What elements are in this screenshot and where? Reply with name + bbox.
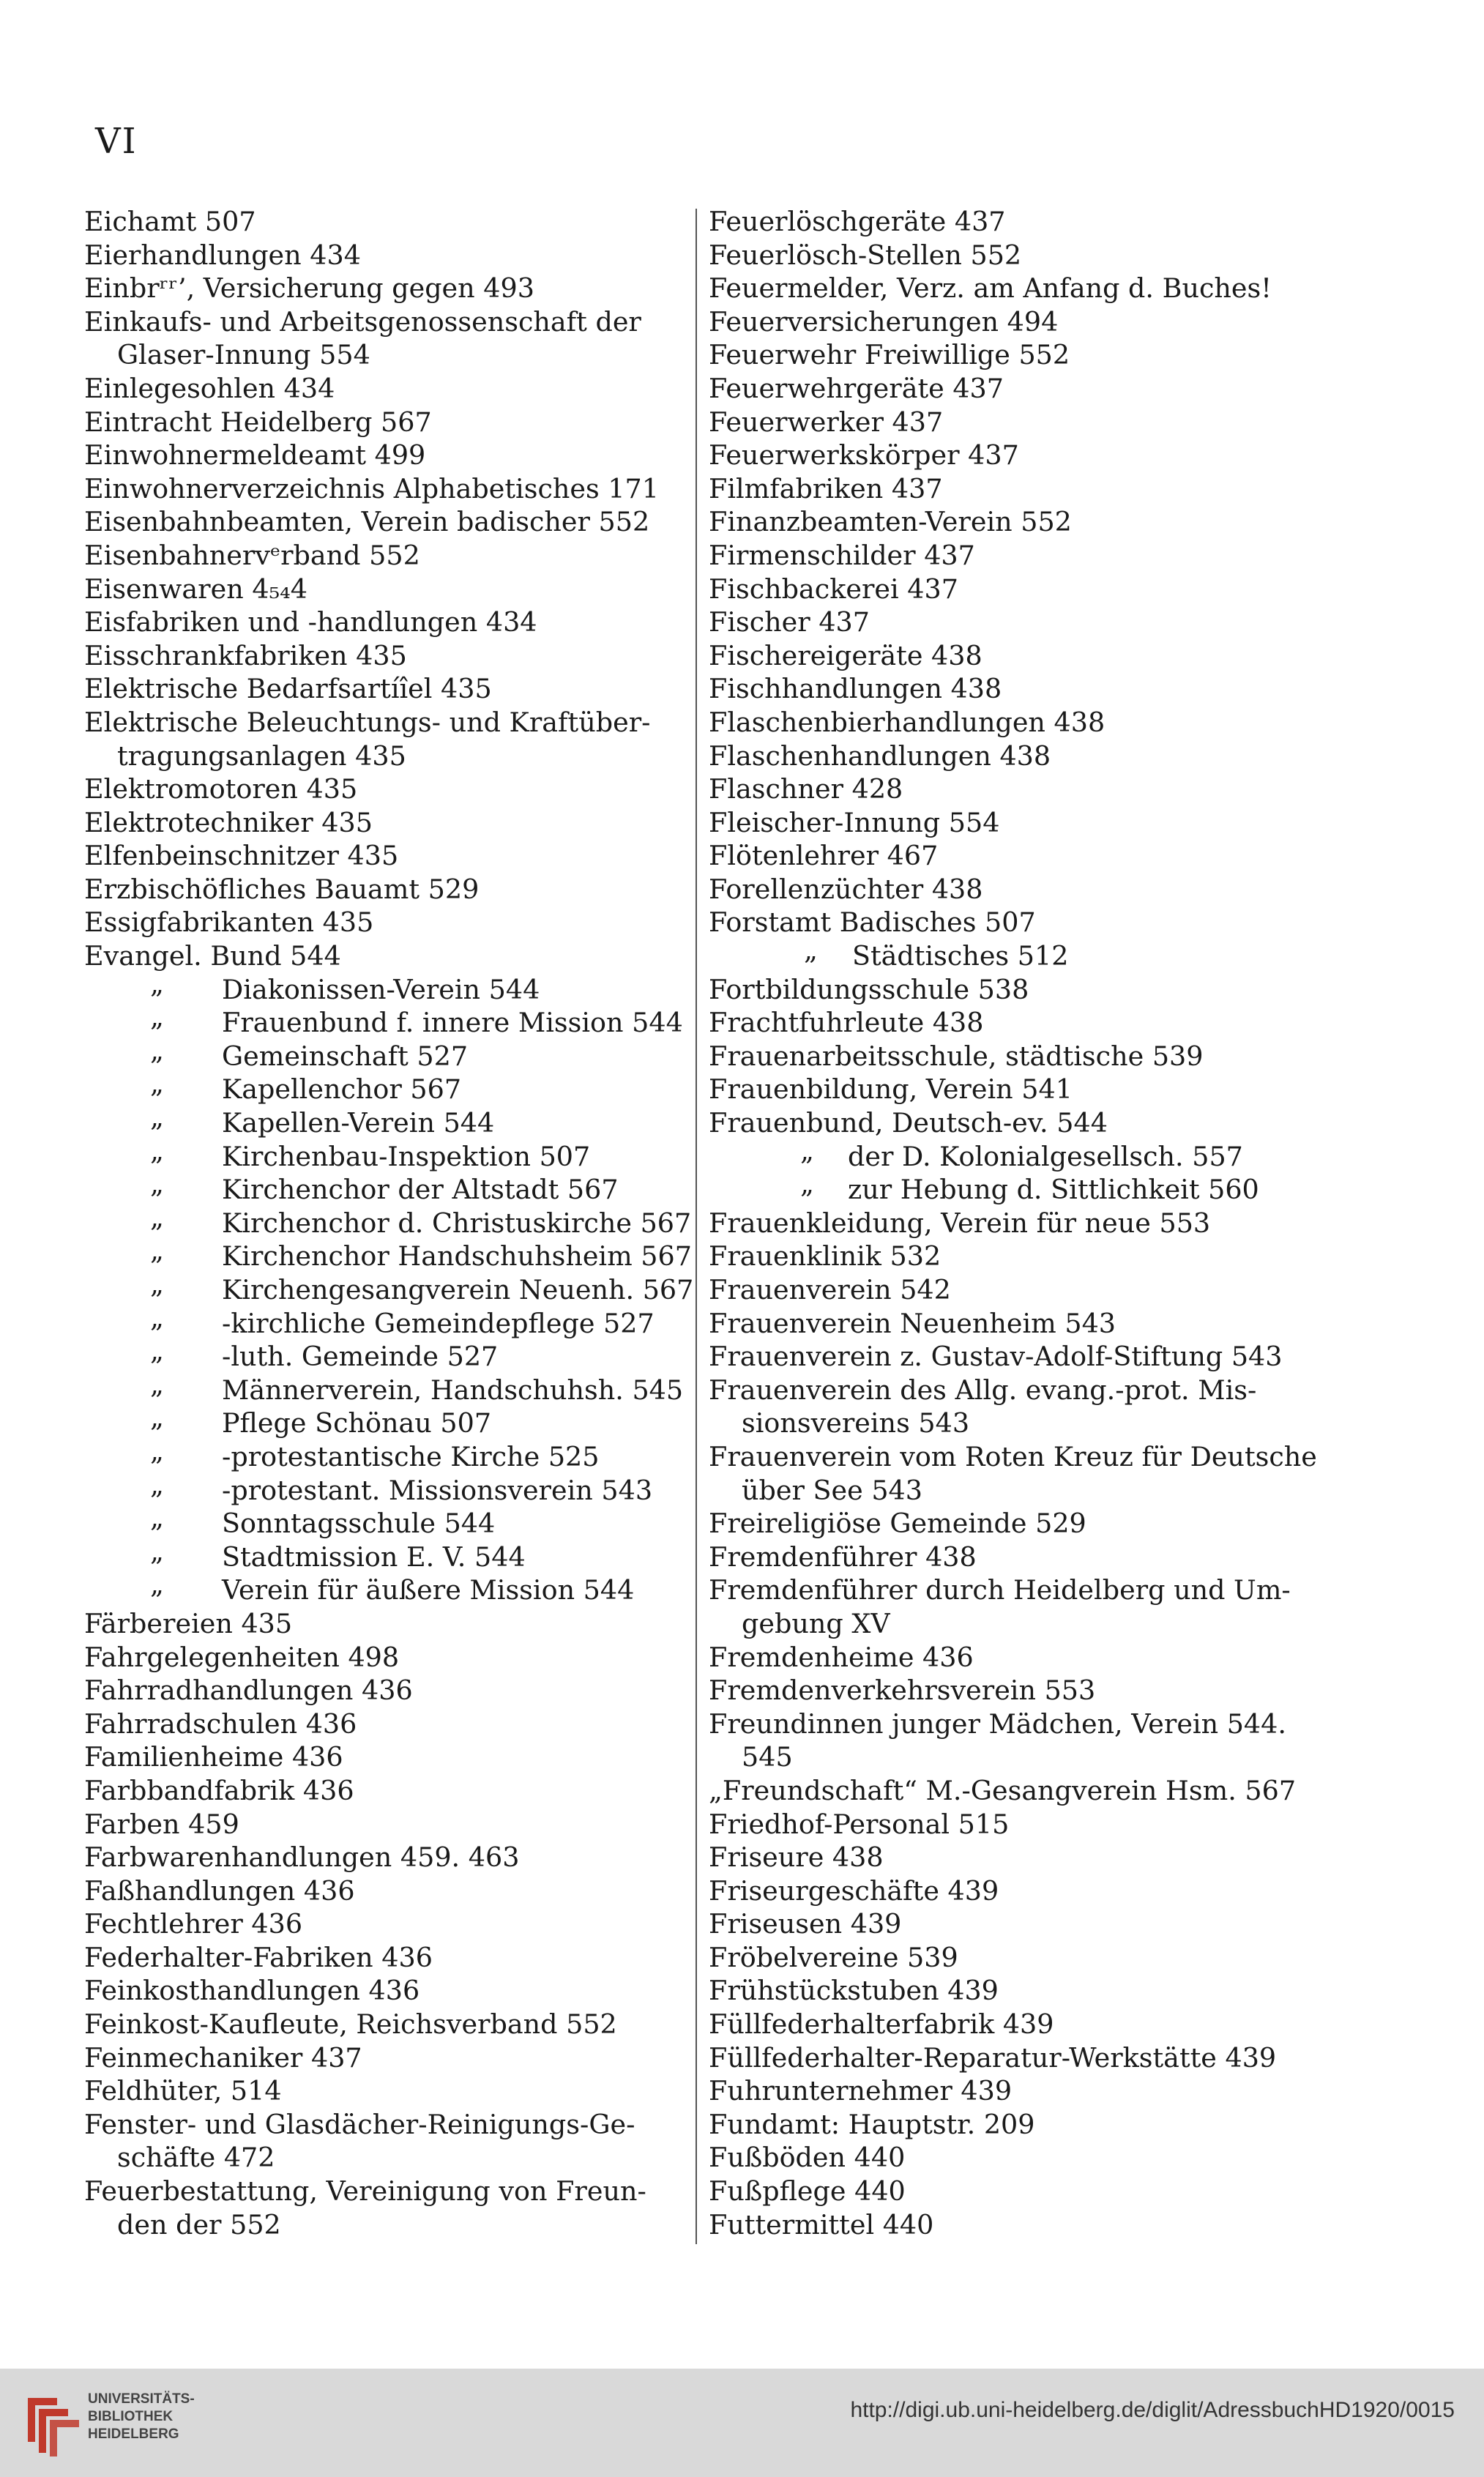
index-entry-text: Fuhrunternehmer 439 (709, 2075, 1013, 2107)
index-entry-text: Freundinnen junger Mädchen, Verein 544. (709, 1707, 1286, 1740)
index-entry (84, 706, 692, 740)
index-entry-text: Fischer 437 (709, 606, 870, 638)
index-entry-text: Fundamt: Hauptstr. 209 (709, 2108, 1035, 2140)
index-entry (709, 1941, 1316, 1975)
index-entry-text: Feuerversicherungen 494 (709, 305, 1059, 338)
index-entry (84, 1808, 692, 1841)
index-entry-text: Frauenbund f. innere Mission 544 (222, 1007, 683, 1039)
index-entry (709, 272, 1316, 305)
index-entry (709, 1173, 1316, 1207)
index-entry (709, 1507, 1316, 1541)
index-entry-text: Eisenbahnervᵉrband 552 (84, 539, 420, 571)
index-entry (709, 338, 1316, 372)
index-entry (709, 1607, 1316, 1641)
index-entry (709, 472, 1316, 506)
index-entry-text: Einwohnerverzeichnis Alphabetisches 171 (84, 472, 659, 504)
index-entry (709, 772, 1316, 806)
index-entry-text: Einwohnermeldeamt 499 (84, 439, 426, 472)
index-entry-text: Friseusen 439 (709, 1908, 902, 1940)
index-entry-text: Elektromotoren 435 (84, 773, 358, 805)
index-entry (84, 1573, 692, 1607)
index-entry (709, 1307, 1316, 1341)
index-entry-text: tragungsanlagen 435 (117, 740, 406, 772)
index-entry (84, 439, 692, 472)
index-entry-text: der D. Kolonialgesellsch. 557 (848, 1140, 1243, 1172)
index-entry (84, 1407, 692, 1440)
index-entry-text: Feuerwehrgeräte 437 (709, 372, 1004, 404)
index-entry-text: Städtisches 512 (852, 940, 1069, 972)
index-entry (709, 1006, 1316, 1040)
index-entry (84, 1541, 692, 1574)
index-entry (709, 205, 1316, 239)
index-entry (84, 772, 692, 806)
index-entry (84, 505, 692, 539)
index-entry-text: -luth. Gemeinde 527 (222, 1341, 499, 1373)
index-entry-text: Färbereien 435 (84, 1607, 293, 1639)
index-entry (709, 1874, 1316, 1908)
index-entry (84, 338, 692, 372)
index-entry (84, 1507, 692, 1541)
index-entry (709, 1740, 1316, 1774)
index-entry-text: Pflege Schönau 507 (222, 1407, 492, 1439)
index-entry-text: Elektrische Beleuchtungs- und Kraftüber- (84, 706, 651, 738)
index-entry (709, 1573, 1316, 1607)
index-entry (709, 973, 1316, 1007)
index-entry (84, 2041, 692, 2075)
index-entry-text: Frauenverein z. Gustav-Adolf-Stiftung 543 (709, 1341, 1283, 1373)
index-entry-text: Freireligiöse Gemeinde 529 (709, 1508, 1086, 1540)
index-entry (84, 1707, 692, 1741)
index-entry-text: Finanzbeamten-Verein 552 (709, 506, 1072, 538)
index-entry (709, 1374, 1316, 1407)
index-entry (709, 1073, 1316, 1106)
index-entry-text: Frauenverein des Allg. evang.-prot. Mis- (709, 1374, 1257, 1406)
index-entry (709, 2041, 1316, 2075)
index-entry (84, 539, 692, 573)
index-entry (84, 305, 692, 339)
index-entry-text: Männerverein, Handschuhsh. 545 (222, 1374, 684, 1406)
index-entry-text: Kapellenchor 567 (222, 1073, 462, 1106)
index-entry (84, 1774, 692, 1808)
column-divider (696, 209, 697, 2244)
index-entry-text: -protestant. Missionsverein 543 (222, 1474, 653, 1506)
index-entry (84, 1340, 692, 1374)
index-entry-text: Fahrgelegenheiten 498 (84, 1641, 400, 1673)
index-entry-text: Fremdenheime 436 (709, 1641, 974, 1673)
index-entry-text: Evangel. Bund 544 (84, 940, 341, 972)
index-entry (709, 873, 1316, 906)
index-entry (84, 2108, 692, 2142)
index-entry (709, 406, 1316, 439)
index-entry (84, 839, 692, 873)
index-entry-text: Füllfederhalterfabrik 439 (709, 2008, 1054, 2041)
index-entry-text: Friseurgeschäfte 439 (709, 1874, 999, 1907)
index-entry (709, 1808, 1316, 1841)
index-entry (84, 1607, 692, 1641)
index-entry (84, 1040, 692, 1073)
index-entry (84, 272, 692, 305)
index-entry-text: Verein für äußere Mission 544 (222, 1574, 635, 1606)
index-entry (84, 1674, 692, 1707)
index-entry (84, 1240, 692, 1273)
index-entry (84, 1207, 692, 1240)
index-entry-text: Einkaufs- und Arbeitsgenossenschaft der (84, 305, 641, 338)
index-entry-text: Feinkost-Kaufleute, Reichsverband 552 (84, 2008, 617, 2041)
index-entry-text: Eisschrankfabriken 435 (84, 639, 407, 671)
index-entry-text: Fechtlehrer 436 (84, 1908, 303, 1940)
index-entry (84, 472, 692, 506)
index-entry (84, 1874, 692, 1908)
index-entry-text: Feuermelder, Verz. am Anfang d. Buches! (709, 272, 1272, 305)
index-entry-text: 545 (742, 1741, 793, 1773)
index-entry (709, 906, 1316, 939)
index-entry-text: Essigfabrikanten 435 (84, 906, 374, 939)
index-entry-text: Frauenkleidung, Verein für neue 553 (709, 1207, 1211, 1239)
index-entry (84, 639, 692, 673)
index-entry (84, 873, 692, 906)
index-entry (709, 1407, 1316, 1440)
index-entry-text: Elfenbeinschnitzer 435 (84, 840, 399, 872)
index-entry-text: Diakonissen-Verein 544 (222, 973, 540, 1005)
index-entry (709, 1674, 1316, 1707)
index-entry-text: Frauenarbeitsschule, städtische 539 (709, 1040, 1204, 1072)
index-entry-text: Fröbelvereine 539 (709, 1941, 958, 1973)
index-entry-text: Feuerbestattung, Vereinigung von Freun- (84, 2175, 646, 2208)
index-entry (84, 1907, 692, 1941)
index-entry-text: über See 543 (742, 1474, 922, 1506)
index-entry-text: Frauenverein Neuenheim 543 (709, 1307, 1116, 1339)
index-entry-text: Glaser-Innung 554 (117, 339, 370, 371)
library-line-1: UNIVERSITÄTS- (88, 2391, 195, 2407)
index-entry (709, 672, 1316, 706)
index-entry-text: Fremdenverkehrsverein 553 (709, 1675, 1096, 1707)
index-entry (84, 1307, 692, 1341)
library-name (88, 2391, 195, 2443)
index-entry-text: Einlegesohlen 434 (84, 372, 335, 404)
index-entry-text: Eierhandlungen 434 (84, 239, 361, 271)
index-entry-text: Elektrische Bedarfsartíîel 435 (84, 673, 492, 705)
index-entry-text: Fußböden 440 (709, 2142, 906, 2174)
index-entry-text: Flaschenbierhandlungen 438 (709, 706, 1105, 738)
index-entry-text: den der 552 (117, 2208, 281, 2241)
index-entry-text: Fortbildungsschule 538 (709, 973, 1029, 1005)
library-logo-icon (13, 2383, 94, 2464)
index-entry (84, 1841, 692, 1874)
index-entry-text: -protestantische Kirche 525 (222, 1440, 600, 1472)
right-column (709, 205, 1316, 2241)
index-entry-text: Futtermittel 440 (709, 2208, 934, 2241)
index-entry-text: Firmenschilder 437 (709, 539, 975, 571)
index-entry-text: Feuerlösch-Stellen 552 (709, 239, 1022, 271)
index-entry (709, 372, 1316, 406)
index-entry (84, 672, 692, 706)
index-entry (84, 372, 692, 406)
index-entry-text: Kirchenchor der Altstadt 567 (222, 1174, 619, 1206)
index-entry-text: Stadtmission E. V. 544 (222, 1541, 526, 1573)
index-entry (709, 1340, 1316, 1374)
index-entry-text: Eisenbahnbeamten, Verein badischer 552 (84, 506, 650, 538)
index-entry (84, 606, 692, 639)
index-entry (84, 806, 692, 840)
index-entry (709, 1040, 1316, 1073)
index-entry (84, 205, 692, 239)
index-entry (709, 1440, 1316, 1474)
index-entry (84, 1106, 692, 1140)
index-entry (709, 2108, 1316, 2142)
left-column (84, 205, 692, 2241)
index-entry-text: gebung XV (742, 1607, 890, 1639)
index-entry-text: Einbrʳʳ’, Versicherung gegen 493 (84, 272, 534, 305)
index-entry (709, 1907, 1316, 1941)
index-entry (84, 1273, 692, 1307)
index-entry-text: Frachtfuhrleute 438 (709, 1007, 984, 1039)
index-entry-text: Farben 459 (84, 1808, 239, 1840)
index-entry-text: Fischereigeräte 438 (709, 639, 983, 671)
index-entry-text: „Freundschaft“ M.-Gesangverein Hsm. 567 (709, 1774, 1297, 1806)
index-entry-text: Frauenklinik 532 (709, 1240, 942, 1273)
index-entry (709, 1207, 1316, 1240)
index-entry-text: Fahrradhandlungen 436 (84, 1675, 413, 1707)
index-entry (84, 1974, 692, 2008)
index-entry (84, 1641, 692, 1675)
index-entry-text: Flötenlehrer 467 (709, 840, 939, 872)
index-entry (709, 305, 1316, 339)
index-entry-text: Eisenwaren 4₅₄4 (84, 573, 308, 605)
index-entry (84, 740, 692, 773)
index-entry (84, 1941, 692, 1975)
index-entry (84, 2074, 692, 2108)
index-entry (84, 939, 692, 973)
index-entry-text: Fischhandlungen 438 (709, 673, 1002, 705)
index-entry-text: Forellenzüchter 438 (709, 873, 983, 905)
index-entry (84, 2141, 692, 2175)
index-entry (709, 1273, 1316, 1307)
index-entry (84, 1374, 692, 1407)
index-entry-text: Fahrradschulen 436 (84, 1707, 357, 1740)
index-entry-text: Frauenbildung, Verein 541 (709, 1073, 1073, 1106)
index-entry (709, 1774, 1316, 1808)
index-entry (709, 1841, 1316, 1874)
index-entry (709, 1641, 1316, 1675)
index-entry-text: Kirchenchor Handschuhsheim 567 (222, 1240, 692, 1273)
index-entry (709, 606, 1316, 639)
index-entry (709, 839, 1316, 873)
index-entry (709, 239, 1316, 272)
index-entry-text: Feinmechaniker 437 (84, 2041, 362, 2074)
index-entry (709, 1974, 1316, 2008)
index-entry-text: Fremdenführer 438 (709, 1541, 977, 1573)
index-entry-text: Feuerwerkskörper 437 (709, 439, 1019, 472)
index-entry (709, 2008, 1316, 2041)
index-entry-text: Eichamt 507 (84, 206, 256, 237)
index-entry (84, 2208, 692, 2242)
index-entry-text: Frauenbund, Deutsch-ev. 544 (709, 1107, 1108, 1139)
index-entry (84, 906, 692, 939)
index-entry-text: Gemeinschaft 527 (222, 1040, 469, 1072)
index-entry-text: Fremdenführer durch Heidelberg und Um- (709, 1574, 1291, 1606)
index-entry-text: Feuerwerker 437 (709, 406, 944, 438)
index-entry (709, 806, 1316, 840)
index-entry (709, 2175, 1316, 2208)
footer-bar (0, 2369, 1484, 2477)
index-entry-text: Flaschner 428 (709, 773, 903, 805)
index-entry-text: Kirchenbau-Inspektion 507 (222, 1140, 591, 1172)
index-entry-text: Federhalter-Fabriken 436 (84, 1941, 433, 1973)
index-entry-text: Feldhüter, 514 (84, 2075, 282, 2107)
index-entry-text: Forstamt Badisches 507 (709, 906, 1036, 939)
index-entry-text: Frauenverein 542 (709, 1274, 951, 1305)
index-entry-text: Friseure 438 (709, 1841, 884, 1874)
index-entry-text: Flaschenhandlungen 438 (709, 740, 1051, 772)
index-entry (84, 1073, 692, 1106)
index-entry (84, 1740, 692, 1774)
index-entry (709, 706, 1316, 740)
index-entry-text: Eintracht Heidelberg 567 (84, 406, 432, 438)
index-entry-text: Fischbackerei 437 (709, 573, 958, 605)
index-entry (84, 1440, 692, 1474)
index-entry (84, 406, 692, 439)
index-entry (709, 2208, 1316, 2242)
index-entry-text: Erzbischöfliches Bauamt 529 (84, 873, 480, 905)
index-entry (84, 2008, 692, 2041)
index-entry-text: Kirchengesangverein Neuenh. 567 (222, 1274, 694, 1305)
index-entry-text: Farbwarenhandlungen 459. 463 (84, 1841, 520, 1874)
page-number: VI (95, 121, 138, 162)
index-entry-text: Feinkosthandlungen 436 (84, 1975, 420, 2007)
library-line-3: HEIDELBERG (88, 2426, 179, 2442)
index-entry-text: schäfte 472 (117, 2142, 275, 2174)
index-entry-text: Faßhandlungen 436 (84, 1874, 355, 1907)
index-entry-text: Fleischer-Innung 554 (709, 806, 1000, 838)
index-entry (84, 239, 692, 272)
index-entry (84, 1474, 692, 1508)
index-entry-text: Kirchenchor d. Christuskirche 567 (222, 1207, 692, 1239)
index-entry-text: Frauenverein vom Roten Kreuz für Deutsche (709, 1440, 1317, 1472)
index-entry (709, 2074, 1316, 2108)
index-entry-text: Füllfederhalter-Reparatur-Werkstätte 439 (709, 2041, 1277, 2074)
index-entry-text: sionsvereins 543 (742, 1407, 970, 1439)
index-entry-text: Frühstückstuben 439 (709, 1975, 999, 2007)
index-entry (709, 439, 1316, 472)
index-entry (84, 573, 692, 606)
index-entry (709, 639, 1316, 673)
index-entry-text: Fußpflege 440 (709, 2175, 906, 2208)
index-entry-text: -kirchliche Gemeindepflege 527 (222, 1307, 655, 1339)
index-entry (709, 939, 1316, 973)
index-entry (84, 973, 692, 1007)
index-entry-text: Filmfabriken 437 (709, 472, 943, 504)
index-entry-text: Elektrotechniker 435 (84, 806, 373, 838)
index-entry-text: Fenster- und Glasdächer-Reinigungs-Ge- (84, 2108, 635, 2140)
index-entry-text: Farbbandfabrik 436 (84, 1774, 354, 1806)
index-entry (84, 1006, 692, 1040)
index-entry-text: Eisfabriken und -handlungen 434 (84, 606, 537, 638)
index-entry-text: Feuerlöschgeräte 437 (709, 206, 1006, 237)
index-entry (84, 1173, 692, 1207)
index-entry (709, 740, 1316, 773)
index-entry (709, 505, 1316, 539)
source-url[interactable]: http://digi.ub.uni-heidelberg.de/diglit/AdressbuchHD1920/0015 (850, 2398, 1455, 2422)
index-entry (709, 539, 1316, 573)
index-entry (84, 2175, 692, 2208)
index-entry (709, 1541, 1316, 1574)
index-entry-text: Friedhof-Personal 515 (709, 1808, 1010, 1840)
index-entry (84, 1140, 692, 1174)
index-entry (709, 2141, 1316, 2175)
index-entry (709, 1707, 1316, 1741)
index-entry-text: Feuerwehr Freiwillige 552 (709, 339, 1070, 371)
index-entry (709, 573, 1316, 606)
index-entry-text: Sonntagsschule 544 (222, 1508, 496, 1540)
index-entry (709, 1240, 1316, 1273)
index-entry (709, 1474, 1316, 1508)
index-entry-text: Familienheime 436 (84, 1741, 343, 1773)
index-entry-text: Kapellen-Verein 544 (222, 1107, 495, 1139)
library-line-2: BIBLIOTHEK (88, 2409, 174, 2424)
index-entry-text: zur Hebung d. Sittlichkeit 560 (848, 1174, 1259, 1206)
